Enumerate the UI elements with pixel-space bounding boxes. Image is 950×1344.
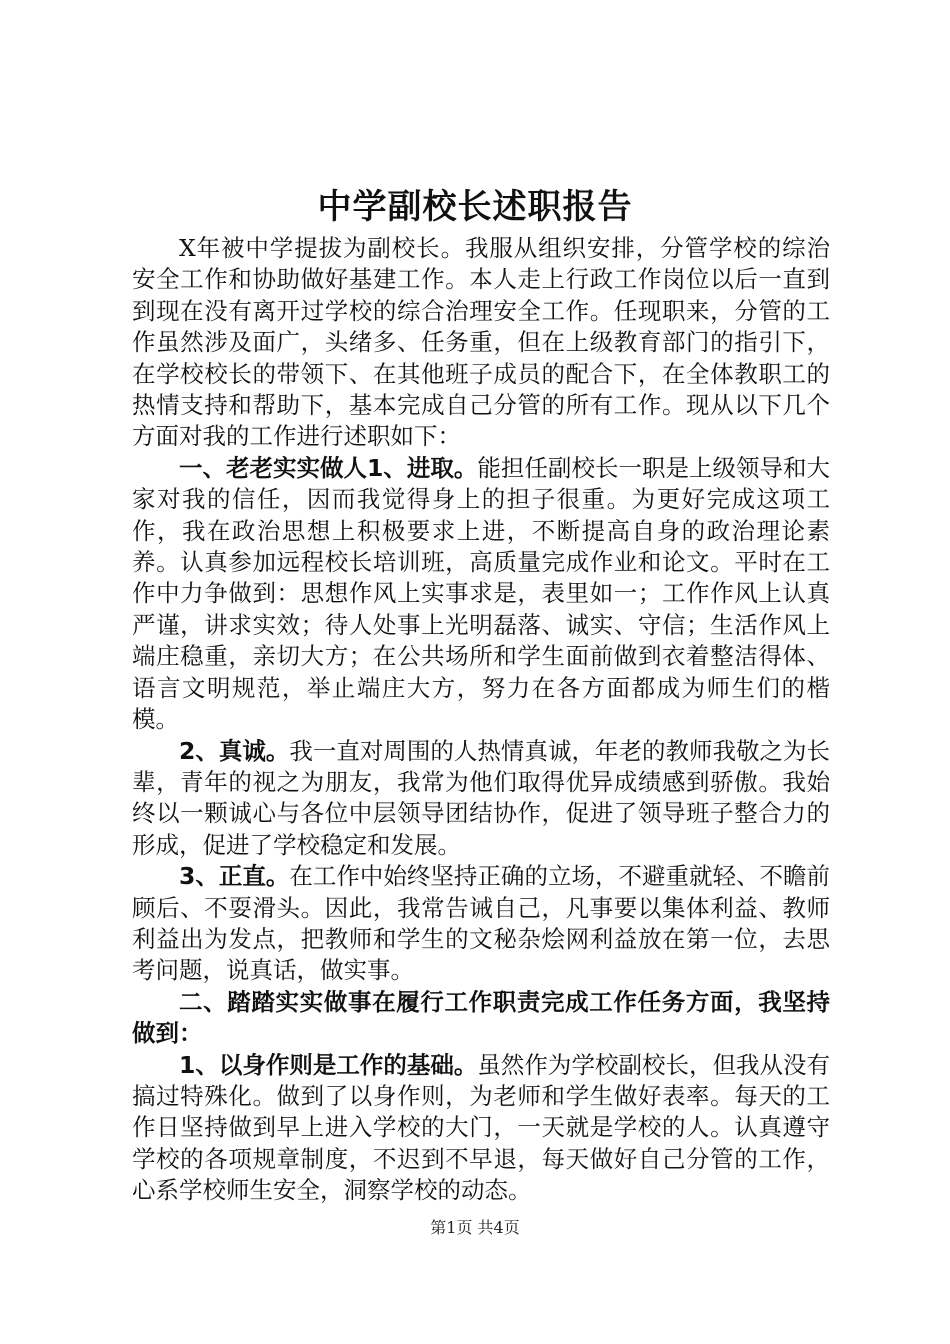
paragraph-text: 我一直对周围的人热情真诚，年老的教师我敬之为长辈，青年的视之为朋友，我常为他们取得优异成绩感到骄傲。我始终以一颗诚心与各位中层领导团结协作，促进了领导班子整合力的形成，促进了学校稳定和发展。: [132, 736, 831, 859]
page-number-footer: 第1页 共4页: [430, 1218, 520, 1237]
paragraph-section-1-item-1: [132, 453, 830, 736]
paragraph-section-2-heading: [132, 987, 830, 1050]
paragraph-section-1-item-2: [132, 736, 830, 862]
paragraph-text: 能担任副校长一职是上级领导和大家对我的信任，因而我觉得身上的担子很重。为更好完成这项工作，我在政治思想上积极要求上进，不断提高自身的政治理论素养。认真参加远程校长培训班，高质量完成作业和论文。平时在工作中力争做到：思想作风上实事求是，表里如一；工作作风上认真严谨，讲求实效；待人处事上光明磊落、诚实、守信；生活作风上端庄稳重，亲切大方；在公共场所和学生面前做到衣着整洁得体、语言文明规范，举止端庄大方，努力在各方面都成为师生们的楷模。: [132, 453, 830, 734]
paragraph-heading: 1、以身作则是工作的基础。: [179, 1050, 478, 1079]
paragraph-heading: 3、正直。: [179, 862, 290, 891]
paragraph-text: 在工作中始终坚持正确的立场，不避重就轻、不瞻前顾后、不耍滑头。因此，我常告诫自己，凡事要以集体利益、教师利益出为发点，把教师和学生的文秘杂烩网利益放在第一位，去思考问题，说真话，做实事。: [132, 862, 831, 985]
paragraph-text: X年被中学提拔为副校长。我服从组织安排，分管学校的综治安全工作和协助做好基建工作。本人走上行政工作岗位以后一直到到现在没有离开过学校的综合治理安全工作。任现职来，分管的工作虽然涉及面广，头绪多、任务重，但在上级教育部门的指引下，在学校校长的带领下、在其他班子成员的配合下，在全体教职工的热情支持和帮助下，基本完成自己分管的所有工作。现从以下几个方面对我的工作进行述职如下：: [132, 234, 830, 451]
paragraph-section-2-item-1: [132, 1050, 830, 1207]
paragraph-heading: 二、踏踏实实做事在履行工作职责完成工作任务方面，我坚持做到：: [132, 987, 830, 1048]
paragraph-section-1-item-3: [132, 861, 830, 987]
document-body: [132, 233, 830, 1207]
paragraph-heading: 2、真诚。: [179, 736, 290, 765]
paragraph-heading: 一、老老实实做人1、进取。: [179, 453, 478, 482]
paragraph-intro: [132, 233, 830, 453]
paragraph-text: 虽然作为学校副校长，但我从没有搞过特殊化。做到了以身作则，为老师和学生做好表率。每天的工作日坚持做到早上进入学校的大门，一天就是学校的人。认真遵守学校的各项规章制度，不迟到不早退，每天做好自己分管的工作，心系学校师生安全，洞察学校的动态。: [132, 1050, 830, 1205]
document-title: 中学副校长述职报告: [317, 187, 633, 227]
